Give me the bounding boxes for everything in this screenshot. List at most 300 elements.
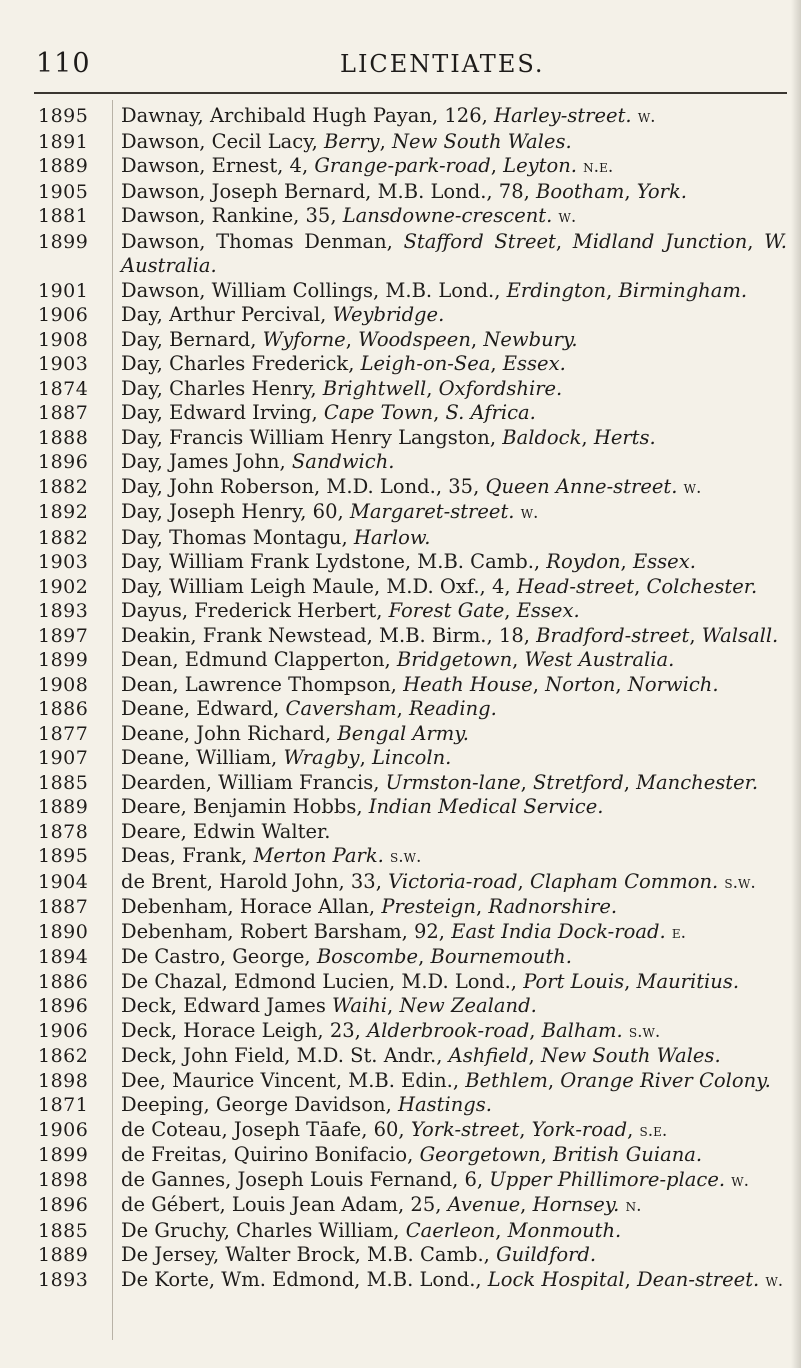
entry-name-text: , bbox=[470, 327, 484, 351]
list-item bbox=[0, 1044, 801, 1069]
registration-year: 1906 bbox=[38, 1019, 89, 1042]
address-italic: New Zealand. bbox=[399, 994, 537, 1017]
registration-year: 1888 bbox=[38, 426, 89, 449]
entry-text bbox=[121, 328, 787, 353]
entry-name-text: , bbox=[747, 229, 765, 253]
address-italic: Weybridge. bbox=[332, 303, 445, 326]
entry-text bbox=[121, 1193, 787, 1219]
registration-year: 1889 bbox=[38, 155, 89, 177]
list-item bbox=[0, 970, 801, 995]
registration-year: 1890 bbox=[38, 920, 89, 943]
registration-year: 1902 bbox=[38, 575, 89, 598]
address-italic: Margaret-street. bbox=[349, 500, 515, 523]
address-italic: Waihi bbox=[332, 994, 388, 1017]
address-italic: Colchester. bbox=[646, 574, 758, 598]
postal-district: w. bbox=[683, 477, 702, 498]
address-italic: Orange River Colony. bbox=[560, 1068, 771, 1092]
address-italic: Berry bbox=[324, 129, 380, 153]
entry-name-text: Deare, Benjamin Hobbs, bbox=[121, 795, 369, 818]
registration-year: 1899 bbox=[38, 230, 89, 253]
entry-name-text: , bbox=[504, 599, 517, 622]
entry-name-text: Deck, Edward James bbox=[121, 994, 333, 1017]
address-italic: Birmingham. bbox=[618, 278, 748, 302]
licentiate-list bbox=[0, 104, 801, 1293]
address-italic: Brightwell bbox=[322, 376, 427, 400]
entry-text bbox=[121, 475, 787, 501]
entry-text bbox=[121, 697, 787, 722]
address-italic: Essex. bbox=[502, 352, 566, 375]
address-italic: Reading. bbox=[409, 697, 497, 720]
entry-text bbox=[121, 1093, 787, 1118]
address-italic: Caversham bbox=[285, 697, 397, 720]
address-italic: Upper Phillimore-place. bbox=[489, 1167, 726, 1191]
entry-name-text: , bbox=[379, 129, 392, 153]
address-italic: Norton bbox=[545, 672, 616, 696]
address-italic: West Australia. bbox=[524, 648, 675, 671]
address-italic: British Guiana. bbox=[553, 1143, 703, 1166]
registration-year: 1886 bbox=[38, 970, 89, 993]
registration-year: 1896 bbox=[38, 1194, 89, 1216]
address-italic: Sandwich. bbox=[291, 450, 395, 473]
entry-text bbox=[121, 575, 787, 600]
entry-text bbox=[121, 945, 787, 970]
entry-text bbox=[121, 673, 787, 698]
entry-name-text: , bbox=[529, 1018, 542, 1042]
entry-name-text: Day, Arthur Percival, bbox=[121, 303, 333, 326]
registration-year: 1894 bbox=[38, 946, 89, 968]
entry-text bbox=[121, 104, 787, 130]
entry-name-text: , bbox=[627, 1117, 640, 1141]
address-italic: Newbury. bbox=[483, 327, 578, 351]
address-italic: S. Africa. bbox=[445, 401, 536, 424]
address-italic: Victoria-road bbox=[388, 869, 518, 893]
entry-text bbox=[121, 550, 787, 575]
address-italic: Essex. bbox=[632, 550, 696, 573]
entry-text bbox=[121, 230, 787, 279]
entry-text bbox=[121, 500, 787, 526]
list-item bbox=[0, 895, 801, 920]
entry-text bbox=[121, 526, 787, 551]
list-item bbox=[0, 303, 801, 328]
entry-text bbox=[121, 1044, 787, 1069]
address-italic: Lansdowne-crescent. bbox=[342, 204, 553, 227]
entry-name-text: , bbox=[520, 770, 534, 794]
list-item bbox=[0, 1093, 801, 1118]
entry-name-text: Dawson, Ernest, 4, bbox=[121, 154, 315, 177]
entry-name-text: , bbox=[519, 1117, 532, 1141]
address-italic: Bengal Army. bbox=[337, 721, 469, 745]
page-number: 110 bbox=[36, 48, 91, 79]
postal-district: s.w. bbox=[628, 1021, 661, 1042]
entry-name-text: , bbox=[624, 969, 637, 993]
entry-name-text: Day, Bernard, bbox=[121, 327, 263, 351]
entry-name-text: Dee, Maurice Vincent, M.B. Edin., bbox=[121, 1068, 466, 1092]
address-italic: Grange-park-road bbox=[314, 154, 491, 177]
entry-name-text: Dawson, Thomas Denman, bbox=[121, 229, 404, 253]
entry-text bbox=[121, 1118, 787, 1144]
registration-year: 1906 bbox=[38, 1118, 89, 1141]
entry-name-text: , bbox=[520, 1193, 533, 1216]
address-italic: Hornsey. bbox=[532, 1193, 620, 1216]
registration-year: 1906 bbox=[38, 304, 89, 326]
address-italic: Presteign bbox=[381, 895, 476, 918]
list-item bbox=[0, 154, 801, 180]
address-italic: Norwich. bbox=[627, 672, 719, 696]
list-item bbox=[0, 920, 801, 946]
entry-text bbox=[121, 1243, 787, 1268]
entry-name-text: de Coteau, Joseph Tāafe, 60, bbox=[121, 1117, 411, 1141]
entry-name-text: De Chazal, Edmond Lucien, M.D. Lond., bbox=[121, 969, 524, 993]
address-italic: Bootham bbox=[536, 179, 625, 203]
entry-name-text: , bbox=[490, 154, 504, 177]
entry-text bbox=[121, 599, 787, 624]
entry-text bbox=[121, 920, 787, 946]
registration-year: 1898 bbox=[38, 1168, 89, 1191]
entry-name-text: de Freitas, Quirino Bonifacio, bbox=[121, 1143, 420, 1166]
address-italic: Midland Junction bbox=[572, 229, 748, 253]
entry-text bbox=[121, 401, 787, 426]
address-italic: Bethlem bbox=[465, 1068, 548, 1092]
registration-year: 1892 bbox=[38, 501, 89, 523]
entry-name-text: Deane, Edward, bbox=[121, 697, 286, 720]
postal-district: w. bbox=[765, 1270, 784, 1291]
address-italic: Bournemouth. bbox=[430, 945, 572, 968]
entry-name-text: De Castro, George, bbox=[121, 945, 317, 968]
registration-year: 1886 bbox=[38, 698, 89, 720]
address-italic: Baldock bbox=[502, 425, 582, 449]
entry-name-text: Dean, Lawrence Thompson, bbox=[121, 672, 404, 696]
list-item bbox=[0, 648, 801, 673]
address-italic: Port Louis bbox=[523, 969, 625, 993]
entry-name-text: Day, William Leigh Maule, M.D. Oxf., 4, bbox=[121, 574, 517, 598]
registration-year: 1882 bbox=[38, 475, 89, 498]
postal-district: s.w. bbox=[724, 872, 756, 893]
address-italic: Walsall. bbox=[701, 623, 779, 647]
address-italic: Leigh-on-Sea bbox=[360, 352, 491, 375]
entry-text bbox=[121, 303, 787, 328]
address-italic: Bradford-street bbox=[536, 623, 690, 647]
entry-name-text: , bbox=[606, 278, 619, 302]
entry-name-text: Day, Francis William Henry Langston, bbox=[121, 425, 503, 449]
registration-year: 1899 bbox=[38, 649, 89, 671]
entry-name-text: , bbox=[475, 895, 489, 918]
running-head: LICENTIATES. bbox=[340, 50, 545, 78]
registration-year: 1895 bbox=[38, 105, 89, 127]
list-item bbox=[0, 352, 801, 377]
postal-district: w. bbox=[520, 503, 539, 523]
list-item bbox=[0, 697, 801, 722]
entry-name-text: , bbox=[517, 869, 530, 893]
registration-year: 1903 bbox=[38, 353, 89, 375]
entry-name-text: , bbox=[345, 327, 359, 351]
address-italic: Wyforne bbox=[262, 327, 346, 351]
entry-text bbox=[121, 154, 787, 180]
registration-year: 1907 bbox=[38, 747, 89, 769]
address-italic: Urmston-lane bbox=[385, 770, 521, 794]
postal-district: e. bbox=[671, 922, 687, 943]
registration-year: 1908 bbox=[38, 328, 89, 351]
postal-district: w. bbox=[731, 1170, 750, 1191]
entry-text bbox=[121, 870, 787, 896]
entry-text bbox=[121, 377, 787, 402]
postal-district: s.w. bbox=[390, 847, 422, 867]
registration-year: 1889 bbox=[38, 796, 89, 818]
list-item bbox=[0, 795, 801, 820]
address-italic: Alderbrook-road bbox=[367, 1018, 530, 1042]
registration-year: 1904 bbox=[38, 870, 89, 893]
entry-text bbox=[121, 624, 787, 649]
entry-name-text: , bbox=[495, 1218, 508, 1242]
address-italic: New South Wales. bbox=[540, 1044, 721, 1067]
address-italic: Balham. bbox=[541, 1018, 623, 1042]
list-item bbox=[0, 500, 801, 526]
header-rule bbox=[34, 92, 787, 94]
entry-name-text: , bbox=[387, 994, 400, 1017]
entry-text bbox=[121, 204, 787, 230]
entry-name-text: , bbox=[624, 1267, 637, 1291]
list-item bbox=[0, 994, 801, 1019]
entry-text bbox=[121, 795, 787, 820]
address-italic: Clapham Common. bbox=[529, 869, 719, 893]
list-item bbox=[0, 1019, 801, 1045]
entry-name-text: , bbox=[581, 425, 594, 449]
registration-year: 1893 bbox=[38, 1268, 89, 1291]
address-italic: Woodspeen bbox=[358, 327, 471, 351]
entry-name-text: , bbox=[689, 623, 702, 647]
list-item bbox=[0, 1168, 801, 1194]
address-italic: Lincoln. bbox=[371, 746, 452, 769]
entry-name-text: , bbox=[490, 352, 503, 375]
entry-name-text: , bbox=[620, 550, 633, 573]
registration-year: 1874 bbox=[38, 377, 89, 400]
entry-text bbox=[121, 1168, 787, 1194]
entry-text bbox=[121, 648, 787, 673]
page-header bbox=[0, 48, 801, 88]
entry-name-text: , bbox=[512, 648, 525, 671]
entry-name-text: Debenham, Horace Allan, bbox=[121, 895, 382, 918]
entry-name-text: , bbox=[540, 1143, 553, 1166]
entry-text bbox=[121, 1268, 787, 1294]
address-italic: Erdington bbox=[506, 278, 607, 302]
address-italic: Dean-street. bbox=[637, 1267, 760, 1291]
registration-year: 1882 bbox=[38, 526, 89, 549]
entry-name-text: Dean, Edmund Clapperton, bbox=[121, 648, 397, 671]
registration-year: 1878 bbox=[38, 820, 89, 843]
address-italic: East India Dock-road. bbox=[451, 919, 666, 943]
entry-name-text: , bbox=[396, 697, 410, 720]
list-item bbox=[0, 526, 801, 551]
entry-text bbox=[121, 895, 787, 920]
entry-name-text: Dawnay, Archibald Hugh Payan, 126, bbox=[121, 104, 494, 127]
address-italic: Guildford. bbox=[496, 1243, 597, 1266]
postal-district: s.e. bbox=[639, 1120, 668, 1141]
address-italic: Stretford bbox=[533, 770, 624, 794]
registration-year: 1887 bbox=[38, 402, 89, 424]
entry-name-text: De Korte, Wm. Edmond, M.B. Lond., bbox=[121, 1267, 488, 1291]
registration-year: 1881 bbox=[38, 205, 89, 227]
entry-text bbox=[121, 746, 787, 771]
list-item bbox=[0, 1143, 801, 1168]
entry-name-text: Deas, Frank, bbox=[121, 844, 254, 867]
entry-name-text: Deane, John Richard, bbox=[121, 721, 338, 745]
entry-name-text: , bbox=[555, 229, 573, 253]
list-item bbox=[0, 870, 801, 896]
registration-year: 1908 bbox=[38, 673, 89, 696]
entry-name-text: Day, Thomas Montagu, bbox=[121, 525, 354, 549]
registration-year: 1862 bbox=[38, 1045, 89, 1067]
entry-name-text: , bbox=[418, 945, 431, 968]
registration-year: 1871 bbox=[38, 1094, 89, 1116]
registration-year: 1887 bbox=[38, 896, 89, 918]
address-italic: Head-street bbox=[516, 574, 635, 598]
list-item bbox=[0, 328, 801, 353]
entry-name-text: Dawson, Joseph Bernard, M.B. Lond., 78, bbox=[121, 179, 537, 203]
registration-year: 1896 bbox=[38, 451, 89, 473]
registration-year: 1899 bbox=[38, 1144, 89, 1166]
registration-year: 1885 bbox=[38, 771, 89, 794]
entry-name-text: de Gébert, Louis Jean Adam, 25, bbox=[121, 1193, 448, 1216]
entry-name-text: Deck, John Field, M.D. St. Andr., bbox=[121, 1044, 449, 1067]
list-item bbox=[0, 279, 801, 304]
address-italic: Caerleon bbox=[405, 1218, 496, 1242]
list-item bbox=[0, 1069, 801, 1094]
address-italic: Radnorshire. bbox=[488, 895, 618, 918]
page-edge-shadow bbox=[791, 0, 801, 1368]
address-italic: Oxfordshire. bbox=[438, 376, 563, 400]
address-italic: New South Wales. bbox=[391, 129, 572, 153]
address-italic: York-street bbox=[410, 1117, 520, 1141]
list-item bbox=[0, 130, 801, 155]
entry-text bbox=[121, 771, 787, 796]
registration-year: 1891 bbox=[38, 130, 89, 153]
address-italic: Boscombe bbox=[316, 945, 419, 968]
list-item bbox=[0, 1243, 801, 1268]
entry-name-text: , bbox=[634, 574, 647, 598]
entry-name-text: Day, John Roberson, M.D. Lond., 35, bbox=[121, 474, 486, 498]
list-item bbox=[0, 475, 801, 501]
registration-year: 1901 bbox=[38, 279, 89, 302]
entry-name-text: Deane, William, bbox=[121, 746, 284, 769]
entry-text bbox=[121, 1019, 787, 1045]
list-item bbox=[0, 771, 801, 796]
registration-year: 1903 bbox=[38, 551, 89, 573]
list-item bbox=[0, 599, 801, 624]
list-item bbox=[0, 450, 801, 475]
address-italic: W. Australia. bbox=[121, 229, 788, 277]
registration-year: 1896 bbox=[38, 995, 89, 1017]
entry-name-text: Dawson, Cecil Lacy, bbox=[121, 129, 325, 153]
entry-name-text: , bbox=[359, 746, 372, 769]
entry-name-text: , bbox=[623, 770, 637, 794]
entry-name-text: Deeping, George Davidson, bbox=[121, 1093, 398, 1116]
address-italic: Georgetown bbox=[419, 1143, 541, 1166]
address-italic: Merton Park. bbox=[253, 844, 384, 867]
list-item bbox=[0, 844, 801, 870]
address-italic: Herts. bbox=[593, 425, 656, 449]
entry-text bbox=[121, 352, 787, 377]
list-item bbox=[0, 550, 801, 575]
address-italic: Roydon bbox=[546, 550, 621, 573]
entry-name-text: , bbox=[528, 1044, 541, 1067]
entry-name-text: , bbox=[532, 672, 546, 696]
registration-year: 1877 bbox=[38, 722, 89, 745]
list-item bbox=[0, 746, 801, 771]
entry-text bbox=[121, 1143, 787, 1168]
postal-district: n.e. bbox=[583, 157, 614, 177]
list-item bbox=[0, 377, 801, 402]
registration-year: 1893 bbox=[38, 600, 89, 622]
address-italic: Cape Town bbox=[323, 401, 434, 424]
entry-name-text: , bbox=[547, 1068, 561, 1092]
list-item bbox=[0, 575, 801, 600]
registration-year: 1885 bbox=[38, 1219, 89, 1242]
list-item bbox=[0, 1268, 801, 1294]
list-item bbox=[0, 426, 801, 451]
address-italic: Hastings. bbox=[397, 1093, 492, 1116]
entry-name-text: Day, Charles Henry, bbox=[121, 376, 323, 400]
address-italic: Ashfield bbox=[448, 1044, 529, 1067]
list-item bbox=[0, 624, 801, 649]
entry-name-text: de Brent, Harold John, 33, bbox=[121, 869, 389, 893]
list-item bbox=[0, 204, 801, 230]
address-italic: Queen Anne-street. bbox=[485, 474, 678, 498]
entry-name-text: Dearden, William Francis, bbox=[121, 770, 386, 794]
entry-name-text: , bbox=[426, 376, 439, 400]
address-italic: Forest Gate bbox=[388, 599, 505, 622]
entry-text bbox=[121, 970, 787, 995]
list-item bbox=[0, 1118, 801, 1144]
entry-name-text: Day, Charles Frederick, bbox=[121, 352, 361, 375]
entry-name-text: , bbox=[624, 179, 637, 203]
entry-name-text: Dawson, Rankine, 35, bbox=[121, 204, 343, 227]
entry-text bbox=[121, 844, 787, 870]
entry-text bbox=[121, 820, 787, 845]
address-italic: York. bbox=[636, 179, 688, 203]
list-item bbox=[0, 722, 801, 747]
address-italic: Wragby bbox=[283, 746, 360, 769]
entry-name-text: Deakin, Frank Newstead, M.B. Birm., 18, bbox=[121, 623, 537, 647]
address-italic: Harlow. bbox=[353, 525, 431, 549]
address-italic: York-road bbox=[531, 1117, 628, 1141]
address-italic: Leyton. bbox=[503, 154, 577, 177]
entry-text bbox=[121, 1219, 787, 1244]
registration-year: 1905 bbox=[38, 180, 89, 203]
entry-name-text: , bbox=[433, 401, 446, 424]
list-item bbox=[0, 673, 801, 698]
address-italic: Stafford Street bbox=[403, 229, 556, 253]
entry-name-text: Deare, Edwin Walter. bbox=[121, 819, 331, 843]
entry-name-text: Deck, Horace Leigh, 23, bbox=[121, 1018, 368, 1042]
entry-name-text: Dawson, William Collings, M.B. Lond., bbox=[121, 278, 507, 302]
address-italic: Bridgetown bbox=[396, 648, 513, 671]
registration-year: 1889 bbox=[38, 1244, 89, 1266]
registration-year: 1897 bbox=[38, 624, 89, 647]
entry-text bbox=[121, 279, 787, 304]
entry-name-text: Day, James John, bbox=[121, 450, 292, 473]
list-item bbox=[0, 820, 801, 845]
entry-text bbox=[121, 130, 787, 155]
entry-name-text: Day, Joseph Henry, 60, bbox=[121, 500, 350, 523]
address-italic: Lock Hospital bbox=[487, 1267, 625, 1291]
postal-district: w. bbox=[637, 107, 656, 127]
entry-name-text: Day, Edward Irving, bbox=[121, 401, 324, 424]
address-italic: Monmouth. bbox=[507, 1218, 622, 1242]
address-italic: Avenue bbox=[447, 1193, 521, 1216]
postal-district: w. bbox=[558, 207, 577, 227]
entry-text bbox=[121, 450, 787, 475]
entry-name-text: Day, William Frank Lydstone, M.B. Camb., bbox=[121, 550, 547, 573]
entry-text bbox=[121, 180, 787, 205]
